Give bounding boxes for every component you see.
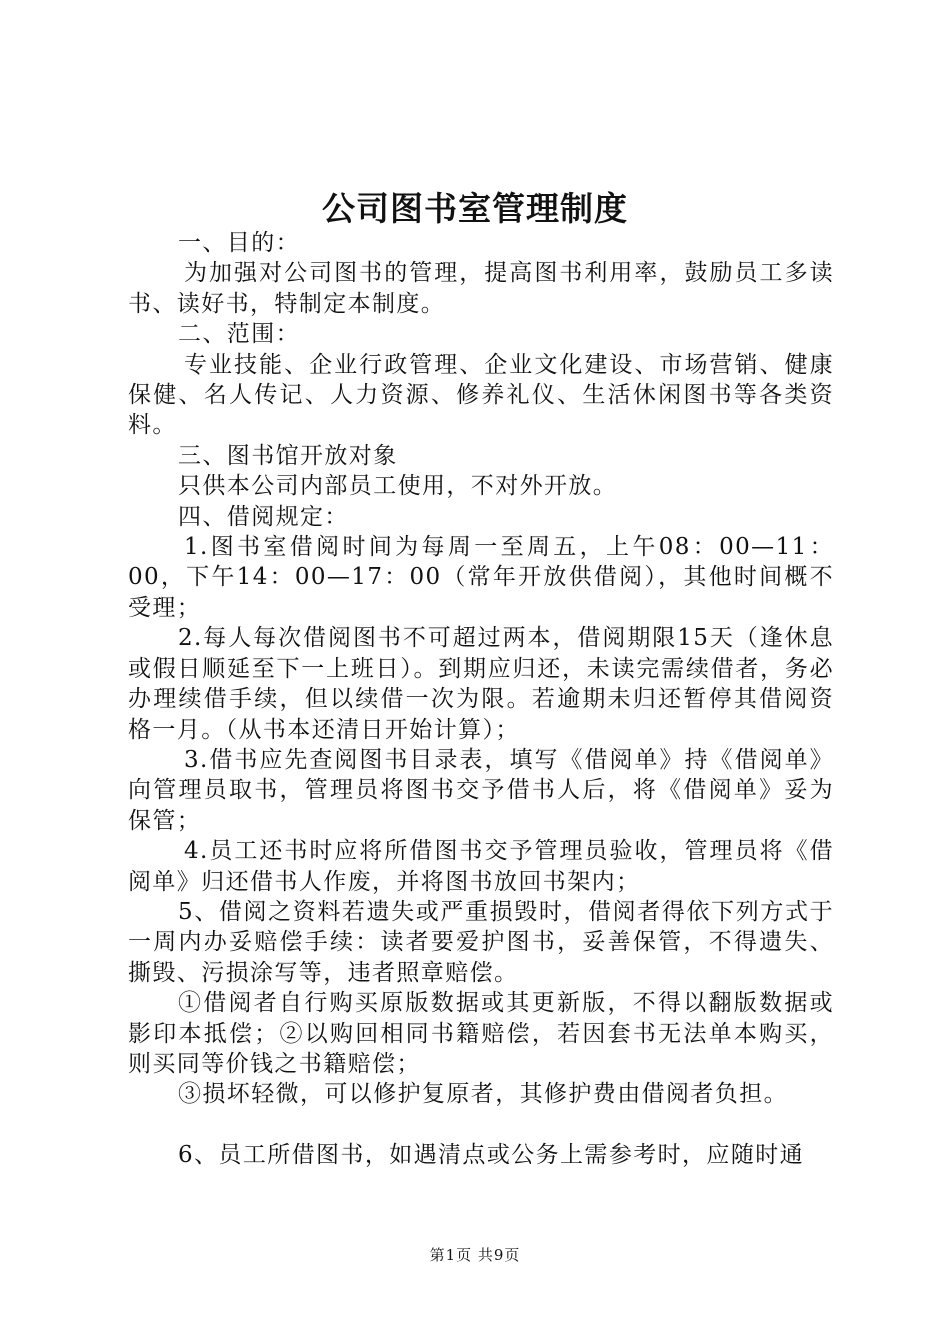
page-footer: 第1页 共9页 [429,1246,521,1264]
section-heading-scope: 二、范围： [178,321,300,348]
rule-item-5-sub-1: ①借阅者自行购买原版数据或其更新版，不得以翻版数据或影印本抵偿；②以购回相同书籍赔偿，若因套书无法单本购买，则买同等价钱之书籍赔偿； [128,990,834,1077]
rule-item-4: 4.员工还书时应将所借图书交予管理员验收，管理员将《借阅单》归还借书人作废，并将图书放回书架内； [128,838,834,895]
document-title: 公司图书室管理制度 [322,189,628,228]
section-heading-rules: 四、借阅规定： [178,503,349,530]
document-body [128,228,834,1170]
rule-item-2: 2.每人每次借阅图书不可超过两本，借阅期限15天（逢休息或假日顺延至下一上班日）。到期应归还，未读完需续借者，务必办理续借手续，但以续借一次为限。若逾期未归还暂停其借阅资格一月。（从书本还清日开始计算）； [128,625,834,743]
paragraph-scope: 专业技能、企业行政管理、企业文化建设、市场营销、健康保健、名人传记、人力资源、修养礼仪、生活休闲图书等各类资料。 [128,351,834,439]
rule-item-6: 6、员工所借图书，如遇清点或公务上需参考时，应随时通 [178,1141,805,1168]
section-heading-audience: 三、图书馆开放对象 [178,442,398,469]
rule-item-3: 3.借书应先查阅图书目录表，填写《借阅单》持《借阅单》向管理员取书，管理员将图书交予借书人后，将《借阅单》妥为保管； [128,746,834,834]
rule-item-5-sub-3: ③损坏轻微，可以修护复原者，其修护费由借阅者负担。 [178,1081,788,1108]
paragraph-spacer [128,1110,834,1140]
paragraph-purpose: 为加强对公司图书的管理，提高图书利用率，鼓励员工多读书、读好书，特制定本制度。 [128,260,834,317]
section-heading-purpose: 一、目的： [178,230,300,256]
rule-item-5: 5、借阅之资料若遗失或严重损毁时，借阅者得依下列方式于一周内办妥赔偿手续：读者要爱护图书，妥善保管，不得遗失、撕毁、污损涂写等，违者照章赔偿。 [128,898,834,986]
paragraph-audience: 只供本公司内部员工使用，不对外开放。 [178,473,618,500]
rule-item-1: 1.图书室借阅时间为每周一至周五，上午08：00—11：00，下午14：00—17：00（常年开放供借阅），其他时间概不受理； [128,534,834,621]
